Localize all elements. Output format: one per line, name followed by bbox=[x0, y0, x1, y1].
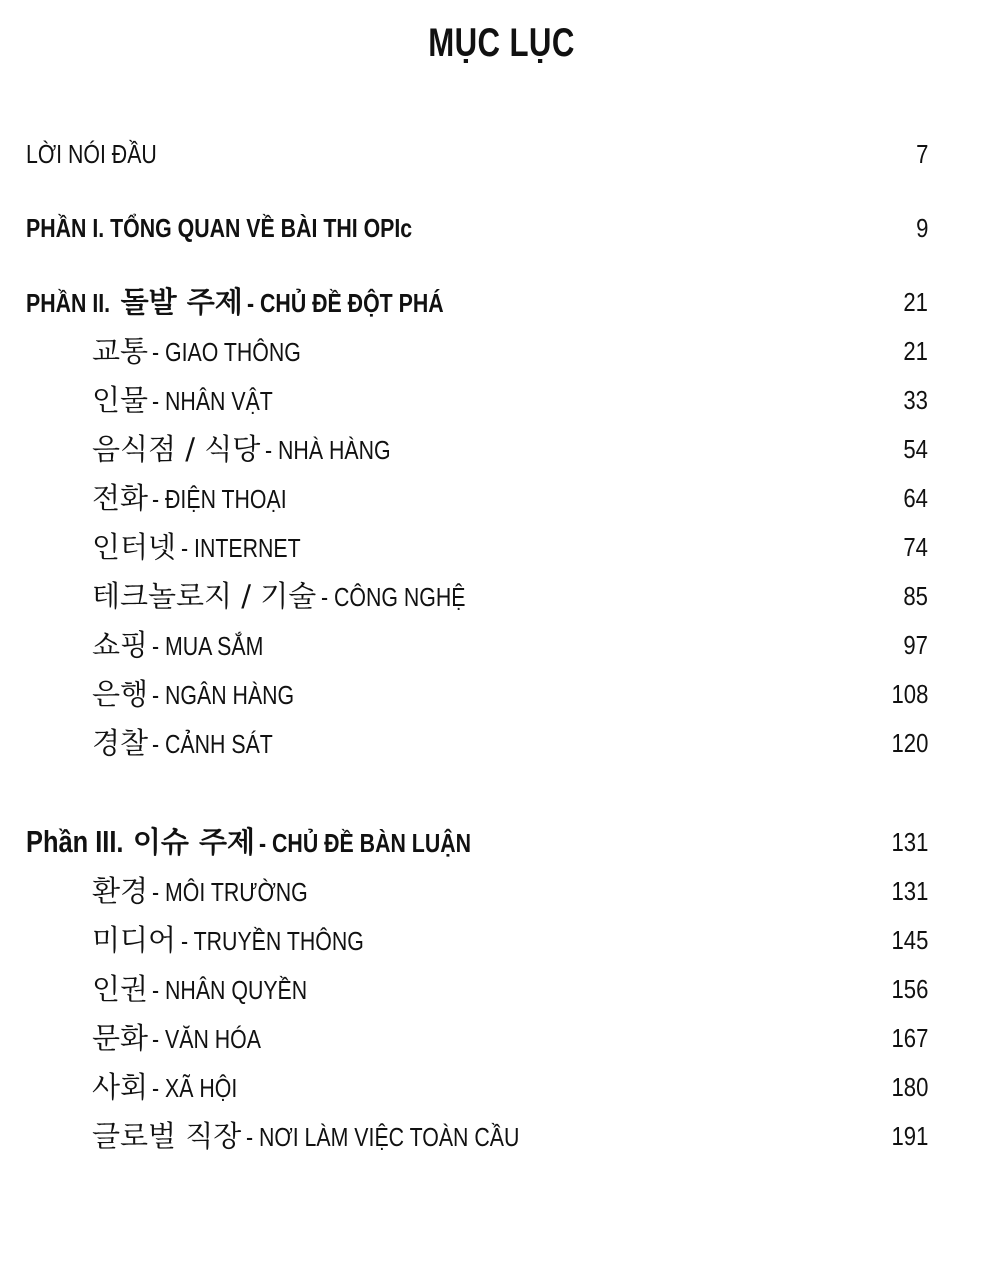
toc-page-number: 33 bbox=[903, 385, 928, 415]
toc-entry[interactable] bbox=[26, 674, 928, 714]
toc-entry[interactable] bbox=[26, 723, 928, 763]
toc-page-number: 131 bbox=[891, 827, 928, 857]
entry-vietnamese: - NHÂN QUYỀN bbox=[152, 975, 308, 1005]
toc-page-number: 156 bbox=[891, 974, 928, 1004]
entry-korean: 인권 bbox=[92, 972, 149, 1006]
entry-vietnamese: - NƠI LÀM VIỆC TOÀN CẦU bbox=[245, 1122, 520, 1152]
toc-page-number: 21 bbox=[903, 287, 928, 317]
preface-label: LỜI NÓI ĐẦU bbox=[26, 139, 157, 169]
toc-page-number: 145 bbox=[891, 925, 928, 955]
page-title: MỤC LỤC bbox=[428, 21, 575, 65]
toc-page-number: 191 bbox=[891, 1121, 928, 1151]
toc-entry[interactable] bbox=[26, 576, 928, 616]
entry-vietnamese: - NHÀ HÀNG bbox=[264, 435, 391, 465]
part3-vietnamese: - CHỦ ĐỀ BÀN LUẬN bbox=[259, 828, 472, 858]
toc-page-number: 108 bbox=[891, 679, 928, 709]
entry-korean: 쇼핑 bbox=[92, 628, 149, 662]
part1-label: PHẦN I. TỔNG QUAN VỀ BÀI THI OPIc bbox=[26, 213, 413, 243]
entry-korean: 글로벌 직장 bbox=[92, 1119, 242, 1153]
entry-korean: 테크놀로지 / 기술 bbox=[92, 579, 317, 613]
toc-entry[interactable] bbox=[26, 969, 928, 1009]
toc-entry-part-3[interactable] bbox=[26, 822, 928, 862]
toc-part-heading bbox=[26, 282, 487, 328]
toc-entry[interactable] bbox=[26, 478, 928, 518]
toc-part-heading bbox=[26, 822, 518, 868]
part3-korean: 이슈 주제 bbox=[132, 825, 256, 859]
toc-page-number: 131 bbox=[891, 876, 928, 906]
toc-entry-part-2[interactable] bbox=[26, 282, 928, 322]
entry-vietnamese: - MUA SẮM bbox=[152, 631, 264, 661]
toc-page-number: 85 bbox=[903, 581, 928, 611]
toc-entry-label bbox=[92, 723, 300, 769]
toc-page-number: 9 bbox=[915, 213, 928, 243]
entry-vietnamese: - MÔI TRƯỜNG bbox=[152, 877, 309, 907]
entry-korean: 사회 bbox=[92, 1070, 149, 1104]
toc-part-heading bbox=[26, 208, 497, 253]
toc-entry-label bbox=[92, 576, 497, 622]
toc-entry[interactable] bbox=[26, 920, 928, 960]
toc-entry[interactable] bbox=[26, 380, 928, 420]
toc-entry[interactable] bbox=[26, 1116, 928, 1156]
toc-entry-preface[interactable] bbox=[26, 134, 928, 174]
toc-page-number: 120 bbox=[891, 728, 928, 758]
toc-entry[interactable] bbox=[26, 429, 928, 469]
entry-korean: 환경 bbox=[92, 874, 149, 908]
entry-korean: 문화 bbox=[92, 1021, 149, 1055]
entry-vietnamese: - TRUYỀN THÔNG bbox=[180, 926, 364, 956]
toc-entry-label bbox=[92, 1067, 257, 1113]
toc-page-number: 7 bbox=[915, 139, 928, 169]
entry-vietnamese: - CẢNH SÁT bbox=[152, 729, 274, 759]
entry-korean: 인터넷 bbox=[92, 530, 177, 564]
toc-page-number: 180 bbox=[891, 1072, 928, 1102]
part2-korean: 돌발 주제 bbox=[120, 285, 243, 319]
entry-vietnamese: - ĐIỆN THOẠI bbox=[152, 484, 288, 514]
entry-korean: 음식점 / 식당 bbox=[92, 432, 261, 466]
entry-vietnamese: - XÃ HỘI bbox=[152, 1073, 238, 1103]
entry-korean: 인물 bbox=[92, 383, 149, 417]
toc-entry[interactable] bbox=[26, 1067, 928, 1107]
toc-entry-label bbox=[92, 674, 326, 720]
toc-entry-label bbox=[92, 871, 342, 917]
toc-entry-label bbox=[92, 1116, 579, 1162]
part3-prefix: Phần III. bbox=[26, 824, 124, 859]
toc-entry-label bbox=[92, 380, 300, 426]
toc-entry[interactable] bbox=[26, 871, 928, 911]
toc-entry-label bbox=[26, 134, 186, 179]
entry-vietnamese: - CÔNG NGHỆ bbox=[320, 582, 466, 612]
toc-entry-part-1[interactable] bbox=[26, 208, 928, 248]
toc-page-number: 167 bbox=[891, 1023, 928, 1053]
toc-entry[interactable] bbox=[26, 1018, 928, 1058]
part2-prefix: PHẦN II. bbox=[26, 288, 111, 318]
entry-vietnamese: - NHÂN VẬT bbox=[152, 386, 274, 416]
entry-korean: 은행 bbox=[92, 677, 149, 711]
toc-page-number: 97 bbox=[903, 630, 928, 660]
entry-vietnamese: - NGÂN HÀNG bbox=[152, 680, 295, 710]
toc-entry-label bbox=[92, 625, 288, 671]
toc-page-number: 64 bbox=[903, 483, 928, 513]
toc-entry-label bbox=[92, 429, 418, 475]
toc-entry-label bbox=[92, 331, 334, 377]
toc-entry[interactable] bbox=[26, 625, 928, 665]
entry-korean: 교통 bbox=[92, 334, 149, 368]
entry-vietnamese: - GIAO THÔNG bbox=[152, 337, 302, 367]
toc-entry-label bbox=[92, 969, 342, 1015]
entry-korean: 미디어 bbox=[92, 923, 177, 957]
entry-korean: 전화 bbox=[92, 481, 149, 515]
toc-entry-label bbox=[92, 1018, 285, 1064]
part2-vietnamese: - CHỦ ĐỀ ĐỘT PHÁ bbox=[247, 288, 444, 318]
toc-entry-label bbox=[92, 527, 326, 573]
entry-korean: 경찰 bbox=[92, 726, 149, 760]
toc-page-number: 74 bbox=[903, 532, 928, 562]
toc-entry-label bbox=[92, 920, 403, 966]
toc-page-number: 54 bbox=[903, 434, 928, 464]
entry-vietnamese: - INTERNET bbox=[180, 533, 301, 563]
toc-page-number: 21 bbox=[903, 336, 928, 366]
toc-entry[interactable] bbox=[26, 331, 928, 371]
toc-entry[interactable] bbox=[26, 527, 928, 567]
toc-entry-label bbox=[92, 478, 317, 524]
entry-vietnamese: - VĂN HÓA bbox=[152, 1024, 262, 1054]
